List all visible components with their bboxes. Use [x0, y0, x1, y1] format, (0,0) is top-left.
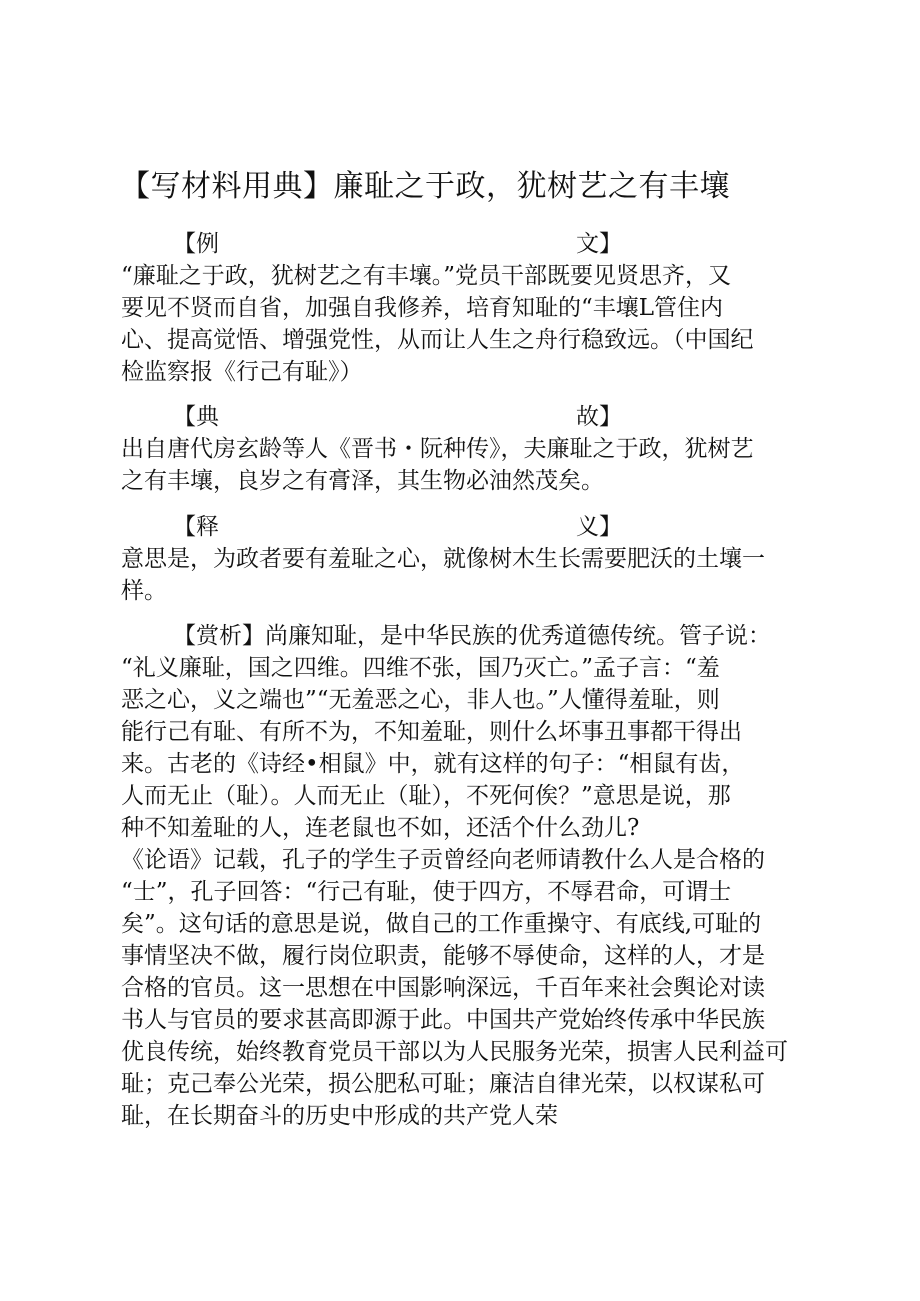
page-title: 【写材料用典】廉耻之于政，犹树艺之有丰壤 — [120, 169, 730, 204]
analysis-line: 恶之心，义之端也”“无羞恶之心，非人也。”人懂得羞耻，则 — [121, 687, 720, 713]
source-line: 之有丰壤，良岁之有膏泽，其生物必油然茂矣。 — [121, 468, 604, 494]
analysis-line: 合格的官员。这一思想在中国影响深远，千百年来社会舆论对读 — [121, 975, 765, 1001]
analysis-line: 【赏析】尚廉知耻，是中华民族的优秀道德传统。管子说： — [173, 623, 771, 649]
analysis-line: 种不知羞耻的人，连老鼠也不如，还活个什么劲儿? — [121, 815, 640, 841]
source-section — [121, 401, 816, 497]
analysis-line: 人而无止（耻）。人而无止（耻），不死何俟？”意思是说，那 — [121, 783, 731, 809]
analysis-line: 事情坚决不做，履行岗位职责，能够不辱使命，这样的人，才是 — [121, 943, 765, 969]
meaning-section — [121, 511, 816, 607]
example-line: 检监察报《行己有耻》） — [121, 359, 363, 385]
meaning-heading-right: 义】 — [576, 514, 622, 540]
analysis-line: 优良传统，始终教育党员干部以为人民服务光荣，损害人民利益可 — [121, 1039, 788, 1065]
analysis-line: 来。古老的《诗经•相鼠》中，就有这样的句子：“相鼠有齿， — [121, 751, 745, 777]
meaning-heading-left: 【释 — [173, 514, 219, 540]
source-line: 出自唐代房玄龄等人《晋书・阮种传》，夫廉耻之于政，犹树艺 — [121, 436, 754, 462]
example-line: 要见不贤而自省，加强自我修养，培育知耻的“丰壤L管住内 — [121, 295, 724, 321]
analysis-line: 《论语》记载，孔子的学生子贡曾经向老师请教什么人是合格的 — [121, 847, 765, 873]
example-heading — [121, 228, 816, 260]
analysis-line: 耻；克己奉公光荣，损公肥私可耻；廉洁自律光荣，以权谋私可 — [121, 1071, 765, 1097]
analysis-line: 耻，在长期奋斗的历史中形成的共产党人荣 — [121, 1103, 558, 1129]
example-line: 心、提高觉悟、增强党性，从而让人生之舟行稳致远。（中国纪 — [121, 327, 754, 353]
analysis-line: 能行己有耻、有所不为，不知羞耻，则什么坏事丑事都干得出 — [121, 719, 742, 745]
meaning-heading — [121, 511, 816, 543]
meaning-line: 样。 — [121, 578, 167, 604]
example-section — [121, 228, 816, 388]
analysis-line: 书人与官员的要求甚高即源于此。中国共产党始终传承中华民族 — [121, 1007, 765, 1033]
analysis-line: “士”，孔子回答：“行己有耻，使于四方，不辱君命，可谓士 — [121, 879, 732, 905]
analysis-line: “礼义廉耻，国之四维。四维不张，国乃灭亡。”孟子言：“羞 — [121, 655, 720, 681]
analysis-section — [121, 620, 816, 1132]
source-heading-right: 故】 — [576, 404, 622, 430]
source-heading — [121, 401, 816, 433]
example-heading-left: 【例 — [173, 231, 219, 257]
source-heading-left: 【典 — [173, 404, 219, 430]
example-line: “廉耻之于政，犹树艺之有丰壤。”党员干部既要见贤思齐，又 — [121, 263, 732, 289]
example-heading-right: 文】 — [576, 231, 622, 257]
meaning-line: 意思是，为政者要有羞耻之心，就像树木生长需要肥沃的土壤一 — [121, 546, 765, 572]
analysis-line: 矣”。这句话的意思是说，做自己的工作重操守、有底线,可耻的 — [121, 911, 762, 937]
